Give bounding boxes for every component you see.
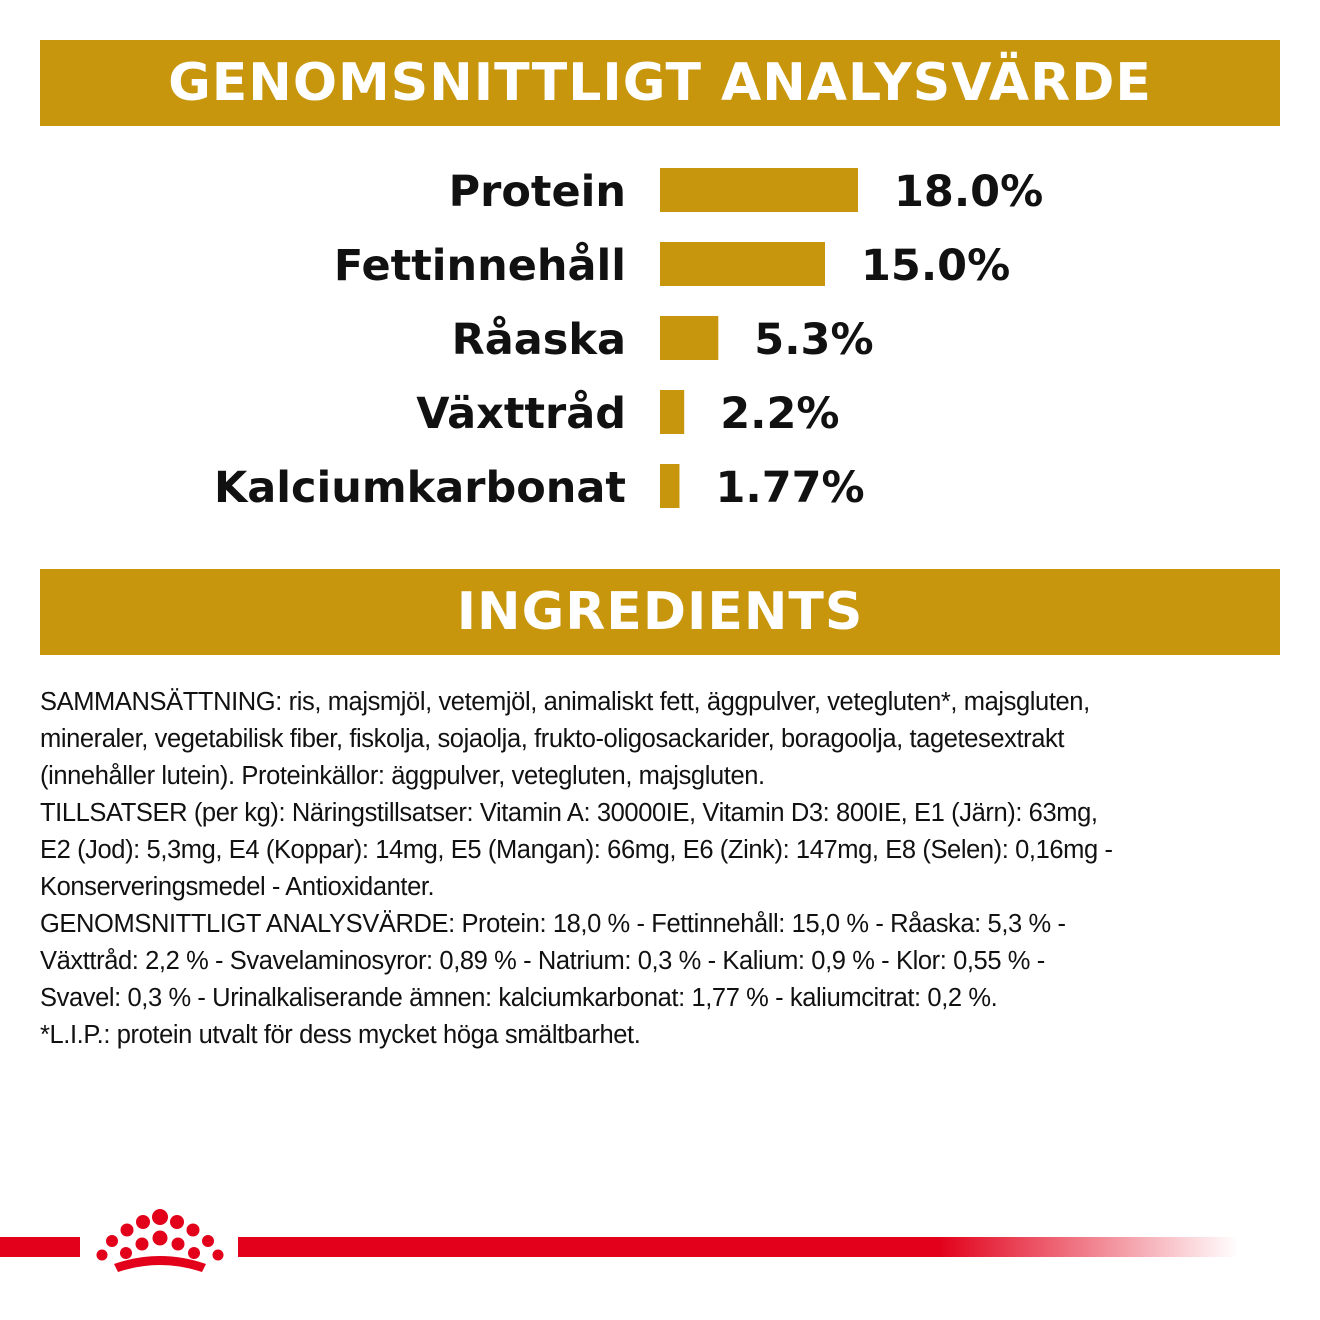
brand-stripe-left xyxy=(0,1237,80,1257)
ingredients-line: *L.I.P.: protein utvalt för dess mycket höga smältbarhet. xyxy=(40,1021,641,1049)
category-label: Råaska xyxy=(451,315,626,365)
value-label: 1.77% xyxy=(715,463,865,513)
bar xyxy=(660,168,858,212)
ingredients-line: GENOMSNITTLIGT ANALYSVÄRDE: Protein: 18,0 % - Fettinnehåll: 15,0 % - Råaska: 5,3 % - xyxy=(40,910,1066,938)
value-label: 5.3% xyxy=(754,315,874,365)
ingredients-line: mineraler, vegetabilisk fiber, fiskolja, sojaolja, frukto-oligosackarider, boragoolja, tagetesextrakt xyxy=(40,725,1065,753)
ingredients-title: INGREDIENTS xyxy=(456,582,864,642)
bar xyxy=(660,316,718,360)
ingredients-line: Konserveringsmedel - Antioxidanter. xyxy=(40,873,435,901)
ingredients-line: E2 (Jod): 5,3mg, E4 (Koppar): 14mg, E5 (Mangan): 66mg, E6 (Zink): 147mg, E8 (Selen): 0,16mg - xyxy=(40,836,1113,864)
bar xyxy=(660,464,679,508)
bar xyxy=(660,390,684,434)
ingredients-line: SAMMANSÄTTNING: ris, majsmjöl, vetemjöl, animaliskt fett, äggpulver, vetegluten*, majsgluten, xyxy=(40,688,1090,716)
ingredients-text xyxy=(40,684,1285,1054)
ingredients-line: (innehåller lutein). Proteinkällor: äggpulver, vetegluten, majsgluten. xyxy=(40,762,765,790)
royal-canin-crown-icon xyxy=(92,1208,228,1280)
brand-stripe-right xyxy=(238,1237,1238,1257)
analysis-title: GENOMSNITTLIGT ANALYSVÄRDE xyxy=(168,53,1152,113)
analysis-banner xyxy=(40,40,1280,126)
category-label: Protein xyxy=(448,167,626,217)
value-label: 2.2% xyxy=(720,389,840,439)
analysis-bar-chart xyxy=(0,150,1320,530)
value-label: 18.0% xyxy=(894,167,1044,217)
value-label: 15.0% xyxy=(861,241,1011,291)
ingredients-line: Svavel: 0,3 % - Urinalkaliserande ämnen: kalciumkarbonat: 1,77 % - kaliumcitrat: 0,2 %. xyxy=(40,984,998,1012)
category-label: Växttråd xyxy=(416,389,626,439)
ingredients-line: Växttråd: 2,2 % - Svavelaminosyror: 0,89 % - Natrium: 0,3 % - Kalium: 0,9 % - Klor: 0,55 % - xyxy=(40,947,1045,975)
category-label: Kalciumkarbonat xyxy=(213,463,626,513)
ingredients-banner xyxy=(40,569,1280,655)
bar xyxy=(660,242,825,286)
category-label: Fettinnehåll xyxy=(333,241,626,291)
ingredients-line: TILLSATSER (per kg): Näringstillsatser: Vitamin A: 30000IE, Vitamin D3: 800IE, E1 (Järn): 63mg, xyxy=(40,799,1098,827)
